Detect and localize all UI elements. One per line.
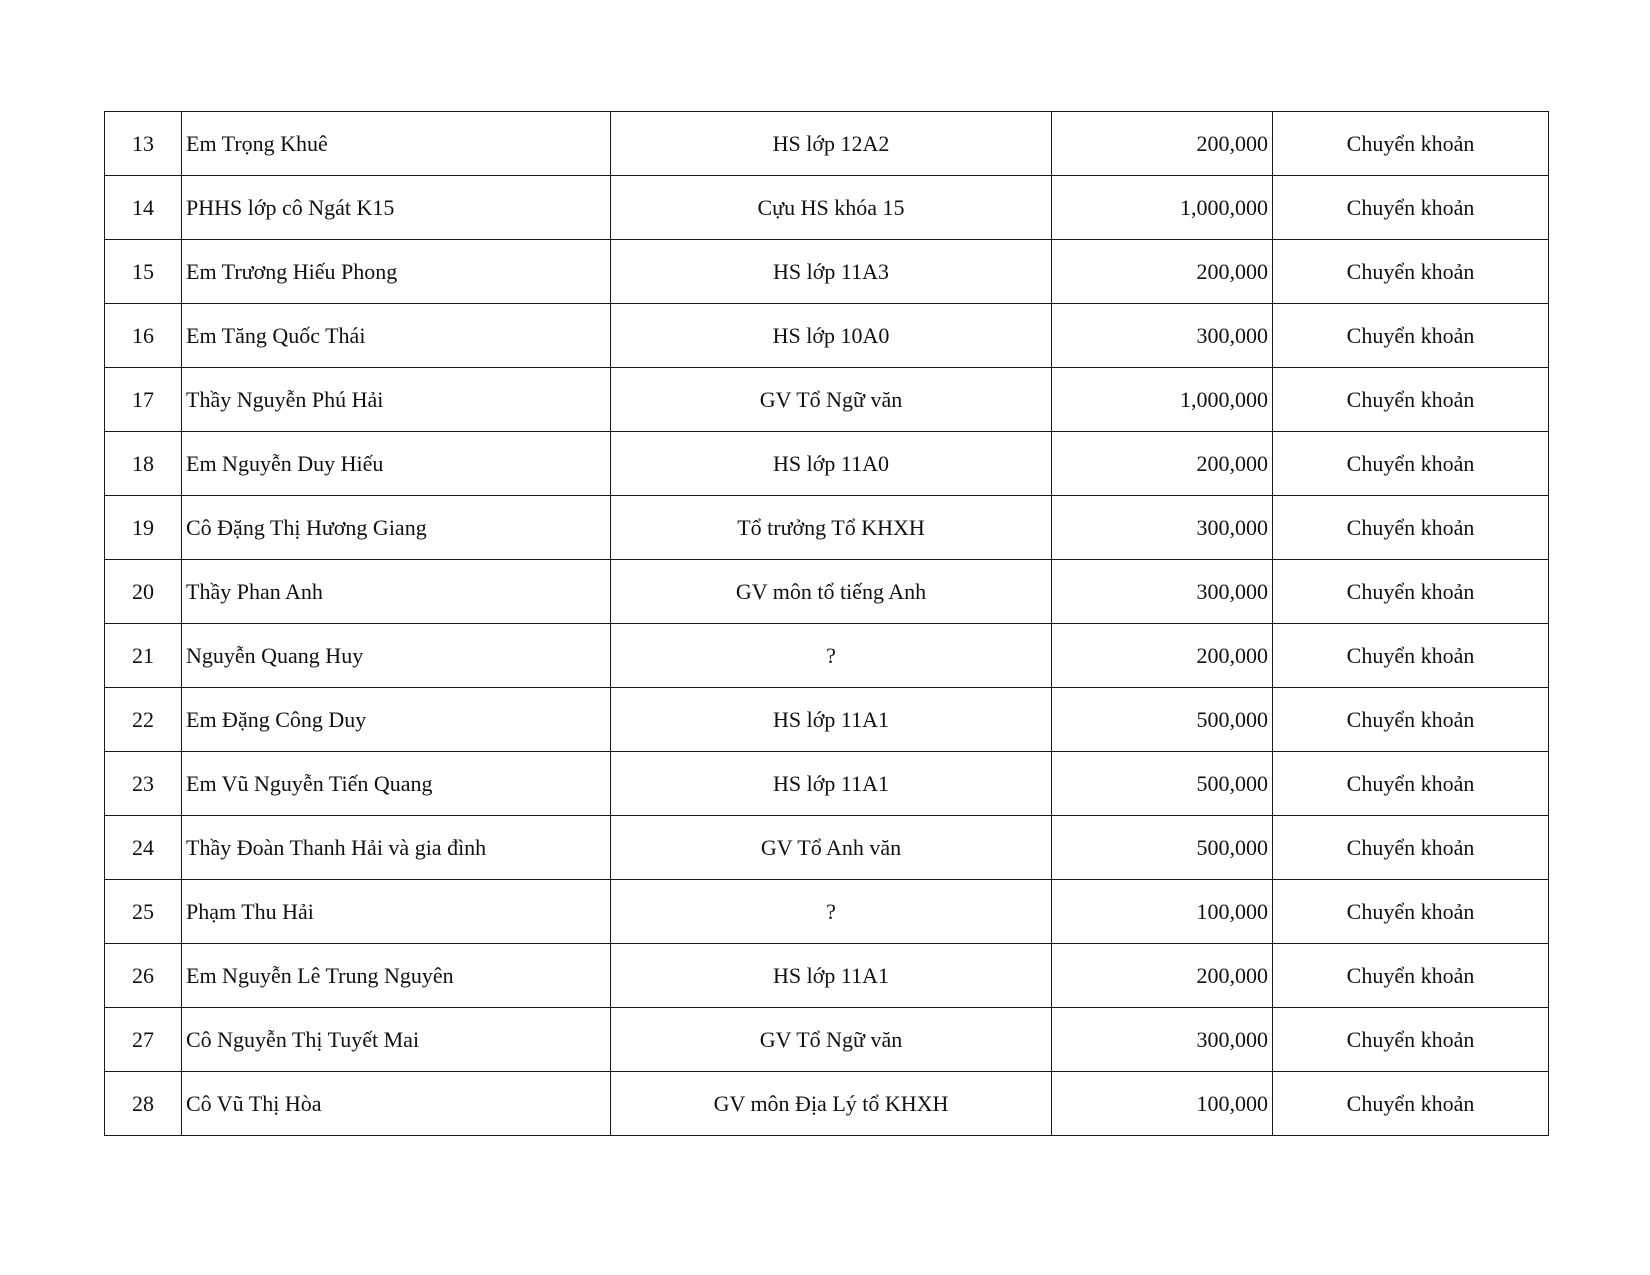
cell-name: Em Trương Hiếu Phong — [182, 240, 611, 304]
cell-payment-method: Chuyển khoản — [1273, 368, 1549, 432]
cell-number: 13 — [105, 112, 182, 176]
table-row — [105, 176, 1549, 240]
cell-role: ? — [611, 624, 1052, 688]
cell-role: HS lớp 11A1 — [611, 688, 1052, 752]
donation-table — [104, 111, 1549, 1136]
table-row — [105, 496, 1549, 560]
cell-amount: 200,000 — [1052, 944, 1273, 1008]
cell-amount: 200,000 — [1052, 432, 1273, 496]
cell-number: 23 — [105, 752, 182, 816]
cell-number: 28 — [105, 1072, 182, 1136]
cell-amount: 200,000 — [1052, 624, 1273, 688]
cell-payment-method: Chuyển khoản — [1273, 752, 1549, 816]
cell-amount: 1,000,000 — [1052, 176, 1273, 240]
cell-number: 26 — [105, 944, 182, 1008]
cell-number: 14 — [105, 176, 182, 240]
cell-role: HS lớp 11A3 — [611, 240, 1052, 304]
cell-role: Cựu HS khóa 15 — [611, 176, 1052, 240]
cell-amount: 500,000 — [1052, 816, 1273, 880]
cell-payment-method: Chuyển khoản — [1273, 496, 1549, 560]
cell-payment-method: Chuyển khoản — [1273, 112, 1549, 176]
cell-name: Em Tăng Quốc Thái — [182, 304, 611, 368]
table-row — [105, 560, 1549, 624]
cell-number: 22 — [105, 688, 182, 752]
cell-payment-method: Chuyển khoản — [1273, 560, 1549, 624]
table-row — [105, 880, 1549, 944]
cell-name: Em Nguyễn Lê Trung Nguyên — [182, 944, 611, 1008]
cell-amount: 200,000 — [1052, 240, 1273, 304]
cell-amount: 500,000 — [1052, 688, 1273, 752]
cell-payment-method: Chuyển khoản — [1273, 624, 1549, 688]
cell-role: GV Tổ Ngữ văn — [611, 1008, 1052, 1072]
cell-name: Em Trọng Khuê — [182, 112, 611, 176]
table-row — [105, 304, 1549, 368]
cell-name: Phạm Thu Hải — [182, 880, 611, 944]
cell-role: GV Tổ Anh văn — [611, 816, 1052, 880]
cell-payment-method: Chuyển khoản — [1273, 1072, 1549, 1136]
cell-amount: 100,000 — [1052, 1072, 1273, 1136]
cell-name: Cô Vũ Thị Hòa — [182, 1072, 611, 1136]
cell-amount: 300,000 — [1052, 560, 1273, 624]
cell-name: Thầy Đoàn Thanh Hải và gia đình — [182, 816, 611, 880]
cell-amount: 300,000 — [1052, 304, 1273, 368]
table-row — [105, 1072, 1549, 1136]
cell-payment-method: Chuyển khoản — [1273, 816, 1549, 880]
cell-name: Nguyễn Quang Huy — [182, 624, 611, 688]
table-row — [105, 944, 1549, 1008]
table-row — [105, 752, 1549, 816]
cell-role: GV môn tổ tiếng Anh — [611, 560, 1052, 624]
cell-payment-method: Chuyển khoản — [1273, 880, 1549, 944]
cell-number: 19 — [105, 496, 182, 560]
cell-number: 16 — [105, 304, 182, 368]
cell-role: HS lớp 11A0 — [611, 432, 1052, 496]
cell-number: 25 — [105, 880, 182, 944]
cell-payment-method: Chuyển khoản — [1273, 944, 1549, 1008]
table-row — [105, 368, 1549, 432]
cell-payment-method: Chuyển khoản — [1273, 432, 1549, 496]
cell-name: Cô Đặng Thị Hương Giang — [182, 496, 611, 560]
table-row — [105, 112, 1549, 176]
cell-name: Em Vũ Nguyễn Tiến Quang — [182, 752, 611, 816]
cell-amount: 100,000 — [1052, 880, 1273, 944]
cell-role: Tổ trưởng Tổ KHXH — [611, 496, 1052, 560]
cell-role: GV Tổ Ngữ văn — [611, 368, 1052, 432]
cell-amount: 1,000,000 — [1052, 368, 1273, 432]
cell-role: HS lớp 10A0 — [611, 304, 1052, 368]
cell-name: Thầy Phan Anh — [182, 560, 611, 624]
cell-number: 27 — [105, 1008, 182, 1072]
cell-name: Em Đặng Công Duy — [182, 688, 611, 752]
cell-number: 21 — [105, 624, 182, 688]
cell-number: 17 — [105, 368, 182, 432]
donation-table-body — [105, 112, 1549, 1136]
table-row — [105, 1008, 1549, 1072]
cell-amount: 300,000 — [1052, 1008, 1273, 1072]
cell-role: HS lớp 11A1 — [611, 944, 1052, 1008]
cell-role: GV môn Địa Lý tổ KHXH — [611, 1072, 1052, 1136]
cell-role: ? — [611, 880, 1052, 944]
cell-payment-method: Chuyển khoản — [1273, 176, 1549, 240]
cell-name: Em Nguyễn Duy Hiếu — [182, 432, 611, 496]
table-row — [105, 816, 1549, 880]
table-row — [105, 240, 1549, 304]
cell-role: HS lớp 12A2 — [611, 112, 1052, 176]
cell-payment-method: Chuyển khoản — [1273, 304, 1549, 368]
cell-payment-method: Chuyển khoản — [1273, 1008, 1549, 1072]
cell-name: PHHS lớp cô Ngát K15 — [182, 176, 611, 240]
cell-amount: 200,000 — [1052, 112, 1273, 176]
cell-number: 18 — [105, 432, 182, 496]
cell-number: 15 — [105, 240, 182, 304]
table-row — [105, 688, 1549, 752]
table-row — [105, 432, 1549, 496]
cell-name: Cô Nguyễn Thị Tuyết Mai — [182, 1008, 611, 1072]
table-row — [105, 624, 1549, 688]
cell-amount: 300,000 — [1052, 496, 1273, 560]
cell-number: 20 — [105, 560, 182, 624]
cell-name: Thầy Nguyễn Phú Hải — [182, 368, 611, 432]
cell-role: HS lớp 11A1 — [611, 752, 1052, 816]
cell-payment-method: Chuyển khoản — [1273, 688, 1549, 752]
cell-number: 24 — [105, 816, 182, 880]
cell-amount: 500,000 — [1052, 752, 1273, 816]
cell-payment-method: Chuyển khoản — [1273, 240, 1549, 304]
